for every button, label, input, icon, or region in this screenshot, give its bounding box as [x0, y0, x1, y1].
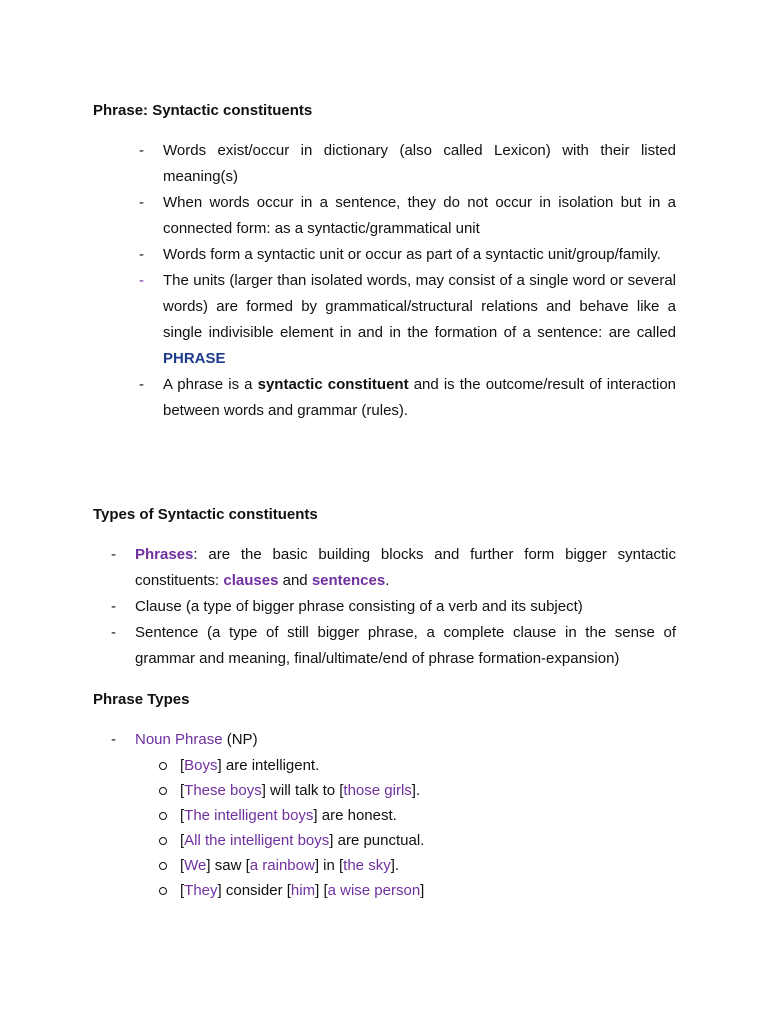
list-item: - Words form a syntactic unit or occur as part of a syntactic unit/group/family.	[139, 246, 661, 263]
heading-types-syntactic-constituents: Types of Syntactic constituents	[93, 506, 318, 523]
heading-phrase-types: Phrase Types	[93, 691, 190, 708]
list-item: - The units (larger than isolated words, may consist of a single word or several words) are formed by grammatical/structural relations and behave like a single indivisible element in and in the formation of a sentence: are called PHRASE	[139, 272, 676, 367]
list-item: - Words exist/occur in dictionary (also called Lexicon) with their listed meaning(s)	[139, 142, 676, 185]
list-constituent-types	[111, 542, 676, 672]
circle-bullet-icon	[159, 787, 167, 795]
heading-phrase-syntactic-constituents: Phrase: Syntactic constituents	[93, 102, 313, 119]
list-item: - Phrases: are the basic building blocks and further form bigger syntactic constituents: clauses and sentences.	[111, 546, 676, 589]
circle-bullet-icon	[159, 862, 167, 870]
circle-bullet-icon	[159, 812, 167, 820]
phrase-term: PHRASE	[163, 350, 226, 367]
list-phrase-types	[111, 727, 676, 753]
example-item: [All the intelligent boys] are punctual.	[180, 828, 680, 853]
list-item: - When words occur in a sentence, they do not occur in isolation but in a connected form: as a syntactic/grammatical unit	[139, 194, 676, 237]
list-item: - Clause (a type of bigger phrase consisting of a verb and its subject)	[111, 598, 583, 615]
circle-bullet-icon	[159, 837, 167, 845]
list-item-noun-phrase: - Noun Phrase (NP)	[111, 731, 258, 748]
circle-bullet-icon	[159, 762, 167, 770]
list-phrase-definition	[139, 138, 677, 424]
circle-bullet-icon	[159, 887, 167, 895]
example-item: [The intelligent boys] are honest.	[180, 803, 680, 828]
example-item: [Boys] are intelligent.	[180, 753, 680, 778]
list-item: - A phrase is a syntactic constituent and is the outcome/result of interaction between words and grammar (rules).	[139, 376, 677, 419]
example-item: [These boys] will talk to [those girls].	[180, 778, 680, 803]
list-item: - Sentence (a type of still bigger phrase, a complete clause in the sense of grammar and meaning, final/ultimate/end of phrase formation-expansion)	[111, 624, 676, 667]
example-item: [They] consider [him] [a wise person]	[180, 878, 680, 903]
list-np-examples	[180, 753, 680, 903]
example-item: [We] saw [a rainbow] in [the sky].	[180, 853, 680, 878]
